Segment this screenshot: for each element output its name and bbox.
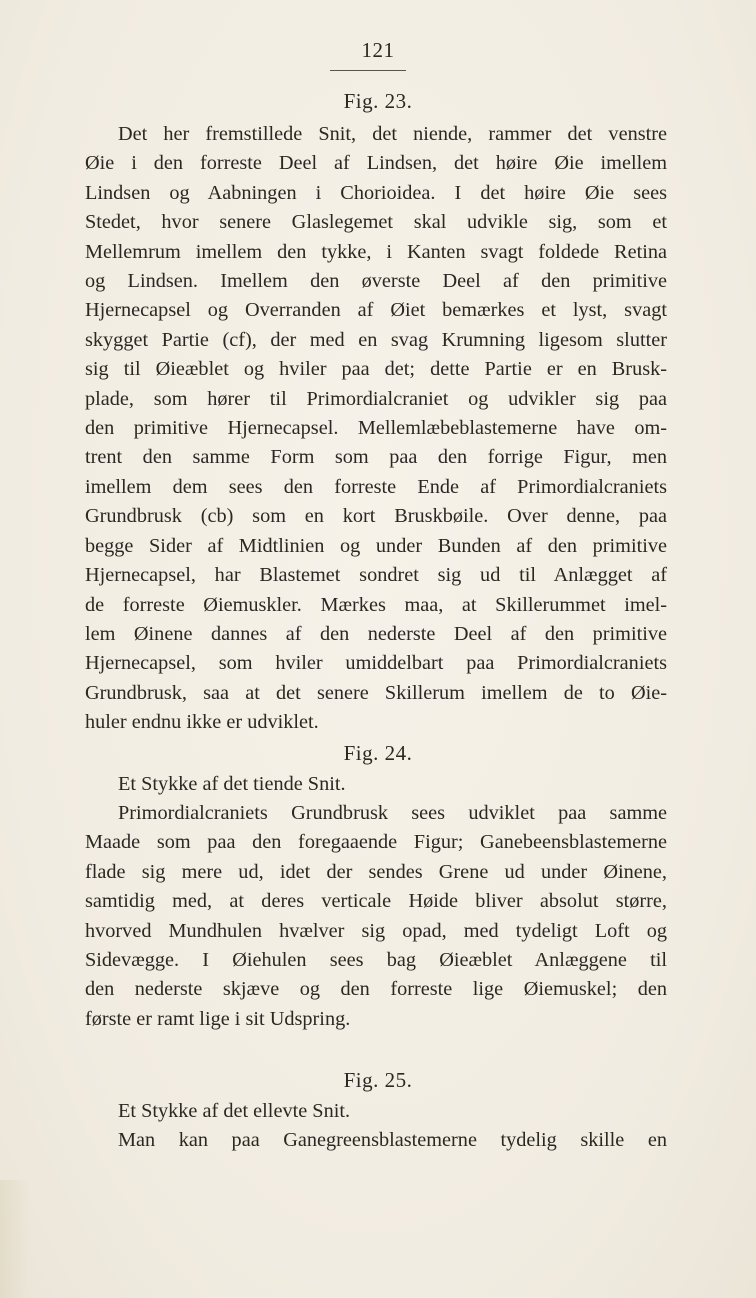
paper-stain [0,1180,30,1298]
text-line: hvorved Mundhulen hvælver sig opad, med tydeligt Loft og [85,919,667,942]
text-line: huler endnu ikke er udviklet. [85,711,319,734]
text-line: Man kan paa Ganegreensblastemerne tydelig skille en [118,1129,667,1151]
paragraph-fig23 [85,120,667,738]
text-line: trent den samme Form som paa den forrige Figur, men [85,446,667,469]
text-line: flade sig mere ud, idet der sendes Grene ud under Øinene, [85,860,667,883]
text-line: Lindsen og Aabningen i Chorioidea. I det høire Øie sees [85,181,667,204]
text-line: Det her fremstillede Snit, det niende, rammer det venstre [118,123,667,145]
text-line: Sidevægge. I Øiehulen sees bag Øieæblet Anlæggene til [85,949,667,972]
text-line: den nederste skjæve og den forreste lige Øiemuskel; den [85,978,667,1001]
text-line: Mellemrum imellem den tykke, i Kanten svagt foldede Retina [85,240,667,263]
caption-fig25 [85,1097,667,1126]
text-line: Et Stykke af det ellevte Snit. [118,1100,351,1122]
text-line: Øie i den forreste Deel af Lindsen, det høire Øie imellem [85,152,667,175]
text-line: Stedet, hvor senere Glaslegemet skal udvikle sig, som et [85,211,667,234]
text-line: sig til Øieæblet og hviler paa det; dette Partie er en Brusk- [85,358,667,381]
text-line: Hjernecapsel, som hviler umiddelbart paa Primordialcraniets [85,652,667,675]
text-line: lem Øinene dannes af den nederste Deel af den primitive [85,622,667,645]
page-number: 121 [361,38,395,62]
text-line: imellem dem sees den forreste Ende af Primordialcraniets [85,475,667,498]
text-line: Grundbrusk (cb) som en kort Bruskbøile. Over denne, paa [85,505,667,528]
text-line: Et Stykke af det tiende Snit. [118,773,346,795]
text-line: begge Sider af Midtlinien og under Bunden af den primitive [85,534,667,557]
paragraph-fig25 [85,1126,667,1155]
caption-fig24 [85,770,667,799]
text-line: den primitive Hjernecapsel. Mellemlæbeblastemerne have om- [85,417,667,440]
header-rule [330,70,406,71]
text-line: plade, som hører til Primordialcraniet og udvikler sig paa [85,387,667,410]
text-line: de forreste Øiemuskler. Mærkes maa, at Skillerummet imel- [85,593,667,616]
text-line: og Lindsen. Imellem den øverste Deel af den primitive [85,270,667,293]
text-line: Hjernecapsel og Overranden af Øiet bemærkes et lyst, svagt [85,299,667,322]
text-line: Hjernecapsel, har Blastemet sondret sig ud til Anlægget af [85,564,667,587]
text-line: samtidig med, at deres verticale Høide bliver absolut større, [85,890,667,913]
text-line: Grundbrusk, saa at det senere Skillerum imellem de to Øie- [85,681,667,704]
text-line: skygget Partie (cf), der med en svag Krumning ligesom slutter [85,328,667,351]
text-line: første er ramt lige i sit Udspring. [85,1007,351,1030]
figure-heading-23: Fig. 23. [343,89,413,113]
paragraph-fig24 [85,799,667,1034]
figure-heading-25: Fig. 25. [343,1068,413,1092]
text-line: Maade som paa den foregaaende Figur; Ganebeensblastemerne [85,831,667,854]
text-line: Primordialcraniets Grundbrusk sees udviklet paa samme [118,802,667,824]
figure-heading-24: Fig. 24. [343,741,413,765]
